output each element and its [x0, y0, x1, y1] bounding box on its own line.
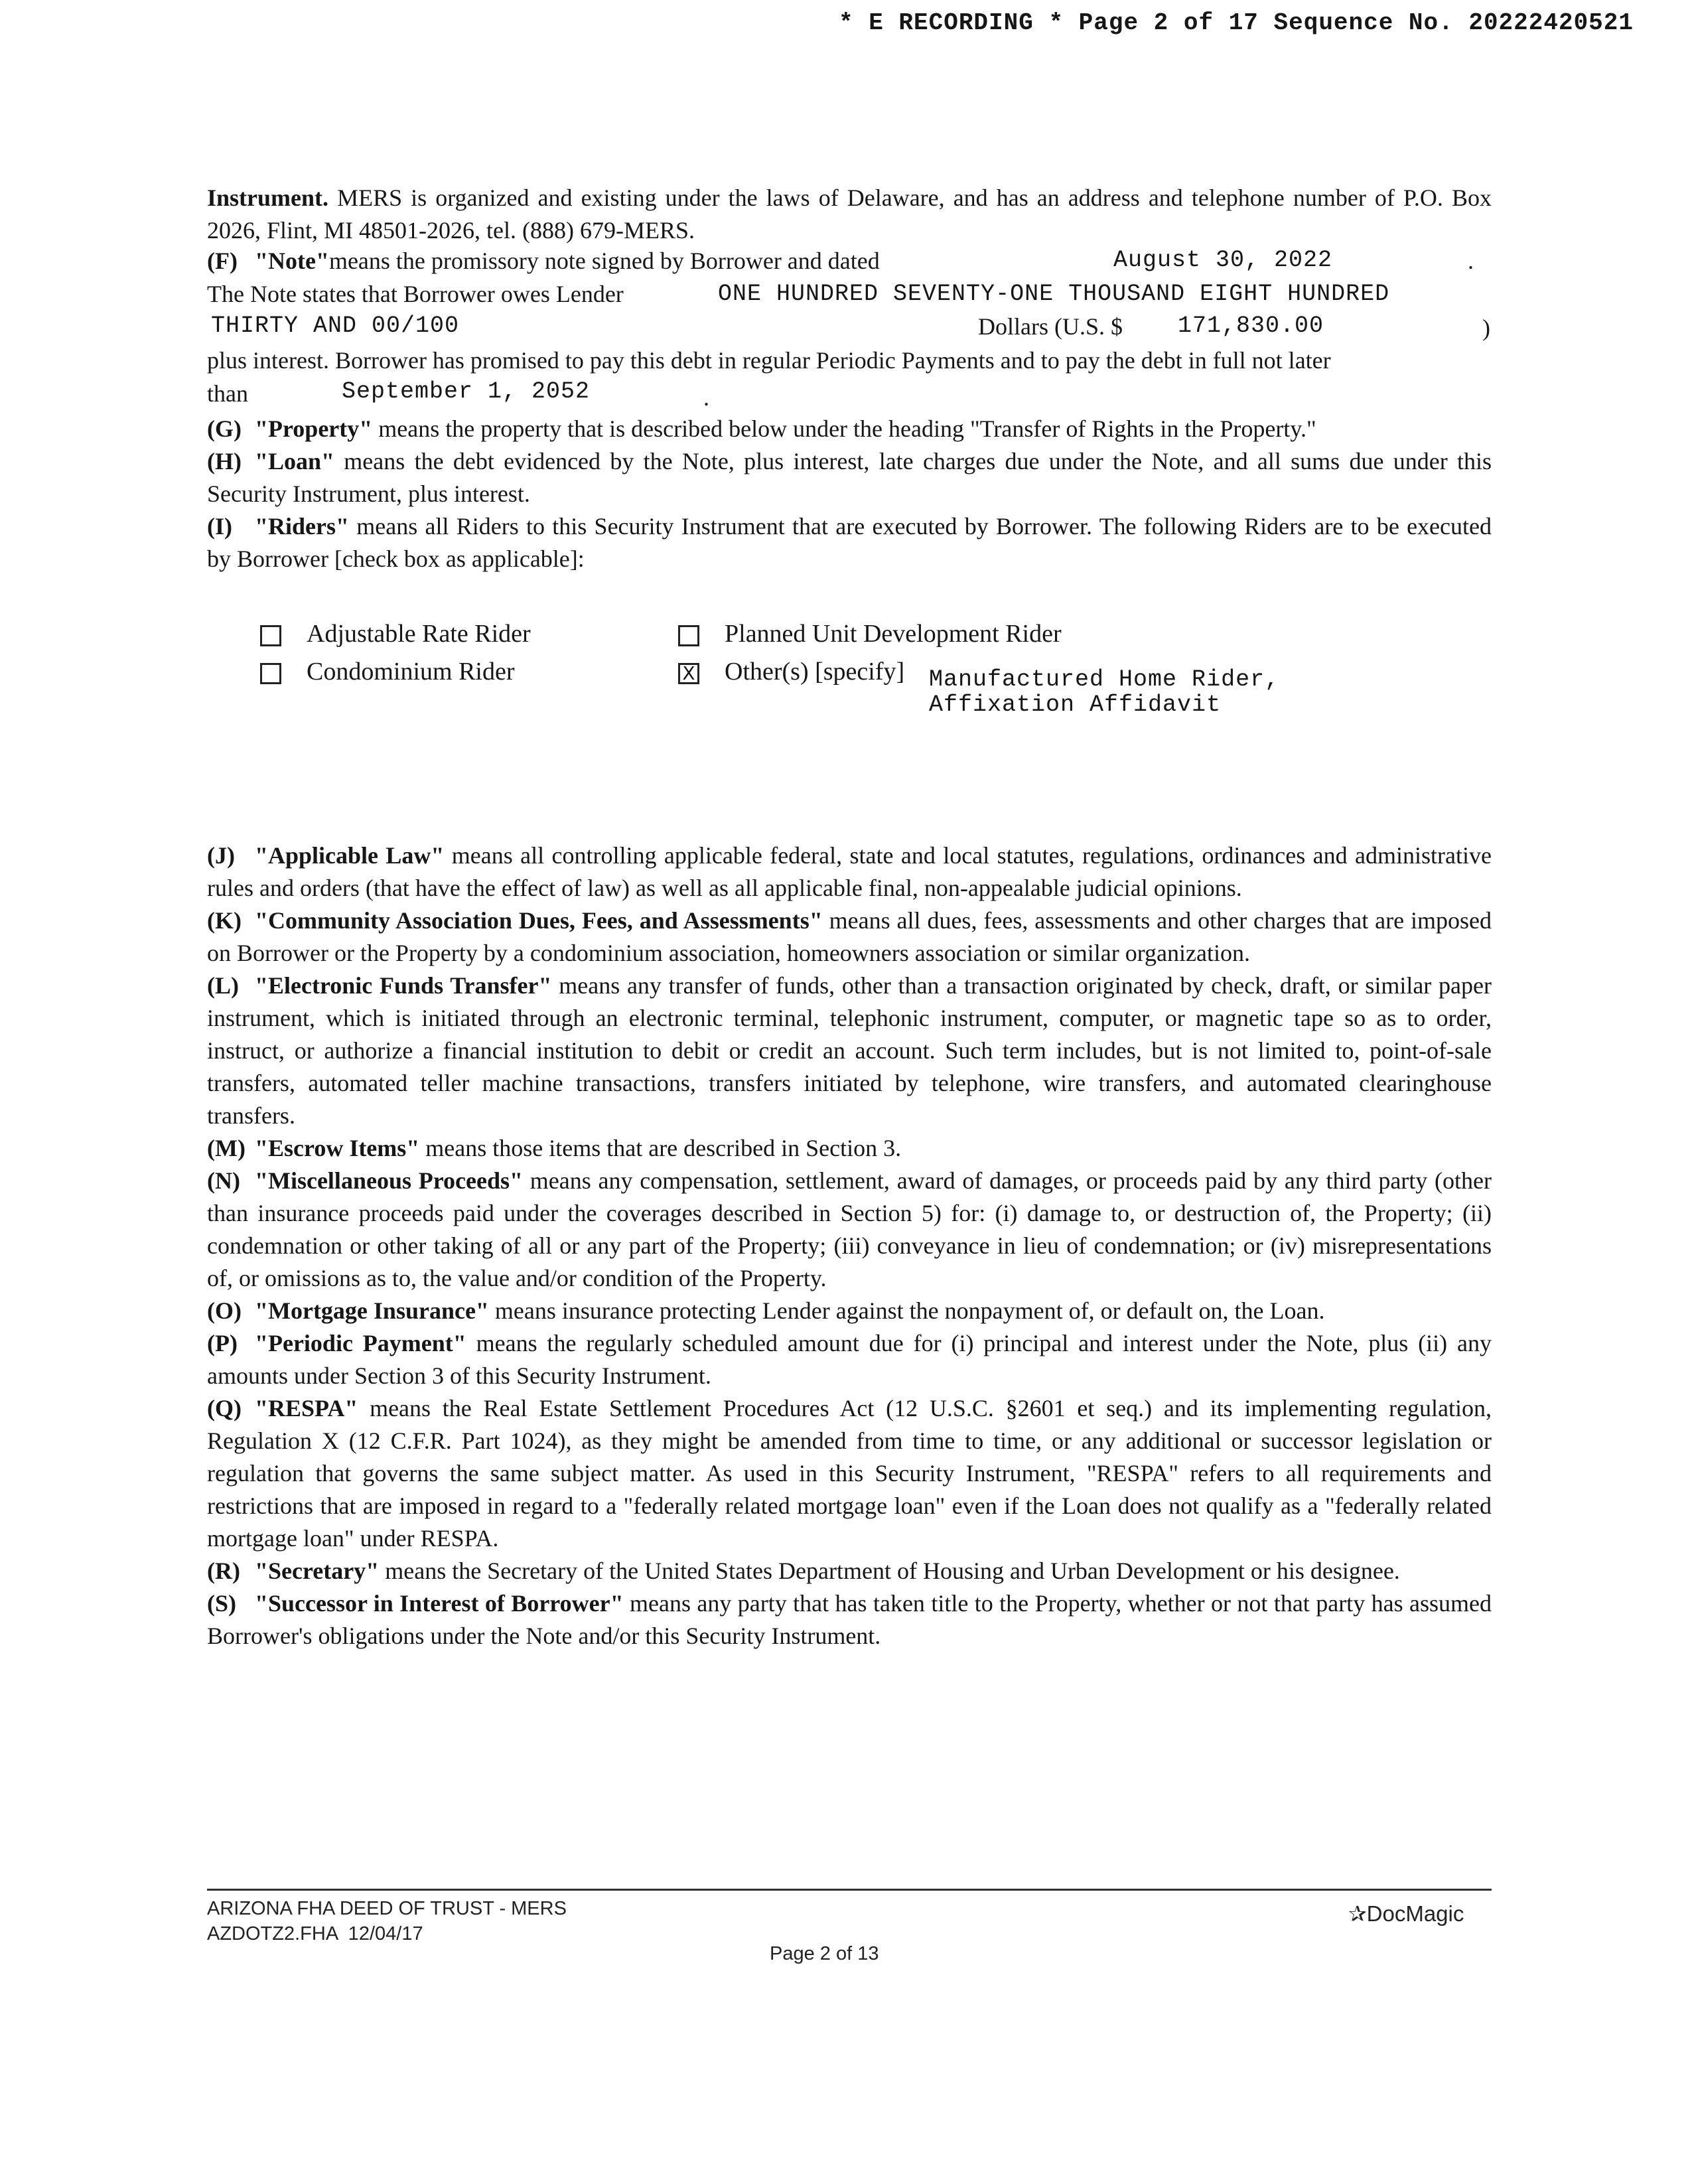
- definition-riders: [207, 510, 1492, 575]
- star-icon: ✰: [1348, 1901, 1367, 1926]
- pud-rider-label: Planned Unit Development Rider: [725, 620, 1062, 648]
- definition-label: (R): [207, 1558, 240, 1584]
- pud-rider-checkbox[interactable]: [678, 625, 699, 646]
- other-rider-label: Other(s) [specify]: [725, 658, 905, 686]
- docmagic-brand: DocMagic: [1366, 1901, 1464, 1926]
- definition-label: (Q): [207, 1395, 242, 1421]
- adjustable-rate-rider-label: Adjustable Rate Rider: [307, 620, 531, 648]
- definition-text: means all dues, fees, assessments and other charges that are imposed on Borrower or the Property by a condominium association, homeowners association or similar organization.: [207, 907, 1492, 966]
- note-amount: 171,830.00: [1178, 313, 1324, 339]
- definition-text: means any compensation, settlement, award of damages, or proceeds paid by any third party (other than insurance proceeds paid under the coverages described in Section 5) for: (i) damage to, or destruction of, the Property; (ii) condemnation or other taking of all or any part of the Property; (iii) conveyance in lieu of condemnation; or (iv) misrepresentations of, or omissions as to, the value and/or condition of the Property.: [207, 1167, 1492, 1291]
- intro-lead: Instrument.: [207, 184, 329, 211]
- page-number: Page 2 of 13: [770, 1943, 879, 1964]
- definition-term: "Riders": [255, 513, 349, 540]
- definition-escrow-items: [207, 1132, 1492, 1165]
- definition-text: means all Riders to this Security Instrument that are executed by Borrower. The following Riders are to be executed by Borrower [check box as applicable]:: [207, 513, 1492, 572]
- definition-term: "Periodic Payment": [255, 1330, 466, 1356]
- amount-close-paren: ): [1482, 315, 1490, 341]
- note-term: "Note": [255, 248, 329, 274]
- definition-term: "Property": [255, 415, 373, 442]
- definition-label: (S): [207, 1590, 236, 1617]
- definition-label: (M): [207, 1135, 246, 1161]
- adjustable-rate-rider-checkbox[interactable]: [260, 625, 281, 646]
- note-line-2: The Note states that Borrower owes Lender: [207, 281, 624, 307]
- definition-label: (J): [207, 842, 235, 869]
- dollars-label: Dollars (U.S. $: [978, 313, 1123, 340]
- definition-text: means all controlling applicable federal, state and local statutes, regulations, ordinances and administrative rules and orders (that have the effect of law) as well as all applicable final, non-appealable judicial opinions.: [207, 842, 1492, 901]
- definition-text: means any transfer of funds, other than a transaction originated by check, draft, or similar paper instrument, which is initiated through an electronic terminal, telephonic instrument, computer, or magnetic tape so as to order, instruct, or authorize a financial institution to debit or credit an account. Such term includes, but is not limited to, point-of-sale transfers, automated teller machine transactions, transfers initiated by telephone, wire transfers, and automated clearinghouse transfers.: [207, 972, 1492, 1129]
- form-code: AZDOTZ2.FHA 12/04/17: [207, 1923, 423, 1944]
- definition-label: (P): [207, 1330, 238, 1356]
- definition-term: "Escrow Items": [255, 1135, 420, 1161]
- condominium-rider-label: Condominium Rider: [307, 658, 515, 686]
- other-rider-specify-2: Affixation Affidavit: [929, 692, 1222, 718]
- note-date-period: .: [1468, 248, 1474, 274]
- definition-loan: [207, 445, 1492, 510]
- definition-community-dues: [207, 905, 1492, 970]
- definition-label: (N): [207, 1167, 240, 1194]
- definition-text: means the regularly scheduled amount due for (i) principal and interest under the Note, plus (ii) any amounts under Section 3 of this Security Instrument.: [207, 1330, 1492, 1389]
- amount-words-2: THIRTY AND 00/100: [211, 313, 460, 339]
- definition-text: means the property that is described below under the heading "Transfer of Rights in the Property.": [372, 415, 1316, 442]
- docmagic-logo: [1348, 1901, 1464, 1927]
- note-line-1: [207, 247, 880, 275]
- definition-text: means the Secretary of the United States Department of Housing and Urban Development or his designee.: [379, 1558, 1400, 1584]
- note-label: (F): [207, 248, 238, 274]
- other-rider-checkbox[interactable]: X: [678, 663, 699, 684]
- definition-property: [207, 413, 1492, 445]
- definition-text: means the Real Estate Settlement Procedures Act (12 U.S.C. §2601 et seq.) and its implementing regulation, Regulation X (12 C.F.R. Part 1024), as they might be amended from time to time, or any additional or successor legislation or regulation that governs the same subject matter. As used in this Security Instrument, "RESPA" refers to all requirements and restrictions that are imposed in regard to a "federally related mortgage loan" even if the Loan does not qualify as a "federally related mortgage loan" under RESPA.: [207, 1395, 1492, 1552]
- definition-term: "Applicable Law": [255, 842, 445, 869]
- definition-respa: [207, 1392, 1492, 1555]
- definition-term: "Secretary": [255, 1558, 380, 1584]
- maturity-period: .: [703, 384, 709, 411]
- definition-term: "RESPA": [255, 1395, 358, 1421]
- definition-misc-proceeds: [207, 1165, 1492, 1295]
- definition-eft: [207, 970, 1492, 1132]
- condominium-rider-checkbox[interactable]: [260, 663, 281, 684]
- definition-text: means those items that are described in Section 3.: [419, 1135, 902, 1161]
- definition-term: "Community Association Dues, Fees, and Assessments": [255, 907, 823, 934]
- definition-secretary: [207, 1555, 1492, 1587]
- definition-label: (I): [207, 513, 232, 540]
- definition-text: means the debt evidenced by the Note, plus interest, late charges due under the Note, and all sums due under this Security Instrument, plus interest.: [207, 448, 1492, 507]
- note-line-3: plus interest. Borrower has promised to pay this debt in regular Periodic Payments and to pay the debt in full not later: [207, 347, 1331, 374]
- definition-periodic-payment: [207, 1327, 1492, 1392]
- definition-applicable-law: [207, 839, 1492, 905]
- definition-mortgage-insurance: [207, 1295, 1492, 1327]
- definition-successor: [207, 1587, 1492, 1652]
- recording-header: * E RECORDING * Page 2 of 17 Sequence No. 20222420521: [839, 9, 1634, 36]
- definition-term: "Mortgage Insurance": [255, 1297, 489, 1324]
- amount-words-1: ONE HUNDRED SEVENTY-ONE THOUSAND EIGHT HUNDRED: [718, 281, 1390, 307]
- than-label: than: [207, 380, 248, 407]
- footer-rule: [207, 1889, 1492, 1891]
- maturity-date: September 1, 2052: [342, 378, 591, 405]
- definitions-j-s: [207, 839, 1492, 1652]
- definition-label: (H): [207, 448, 242, 474]
- other-rider-specify-1: Manufactured Home Rider,: [929, 666, 1280, 693]
- definition-text: means insurance protecting Lender against the nonpayment of, or default on, the Loan.: [488, 1297, 1325, 1324]
- definition-label: (L): [207, 972, 239, 999]
- definition-term: "Successor in Interest of Borrower": [255, 1590, 624, 1617]
- intro-paragraph: [207, 182, 1492, 247]
- definition-term: "Miscellaneous Proceeds": [255, 1167, 524, 1194]
- definition-label: (K): [207, 907, 242, 934]
- form-title: ARIZONA FHA DEED OF TRUST - MERS: [207, 1898, 567, 1919]
- definitions-g-i: [207, 413, 1492, 575]
- definition-term: "Electronic Funds Transfer": [255, 972, 552, 999]
- note-date: August 30, 2022: [1113, 247, 1333, 273]
- definition-term: "Loan": [255, 448, 335, 474]
- definition-label: (O): [207, 1297, 242, 1324]
- definition-text: means any party that has taken title to the Property, whether or not that party has assumed Borrower's obligations under the Note and/or this Security Instrument.: [207, 1590, 1492, 1649]
- intro-text: MERS is organized and existing under the laws of Delaware, and has an address and telephone number of P.O. Box 2026, Flint, MI 48501-2026, tel. (888) 679-MERS.: [207, 184, 1492, 244]
- definition-label: (G): [207, 415, 242, 442]
- note-line1-text: means the promissory note signed by Borrower and dated: [328, 248, 880, 274]
